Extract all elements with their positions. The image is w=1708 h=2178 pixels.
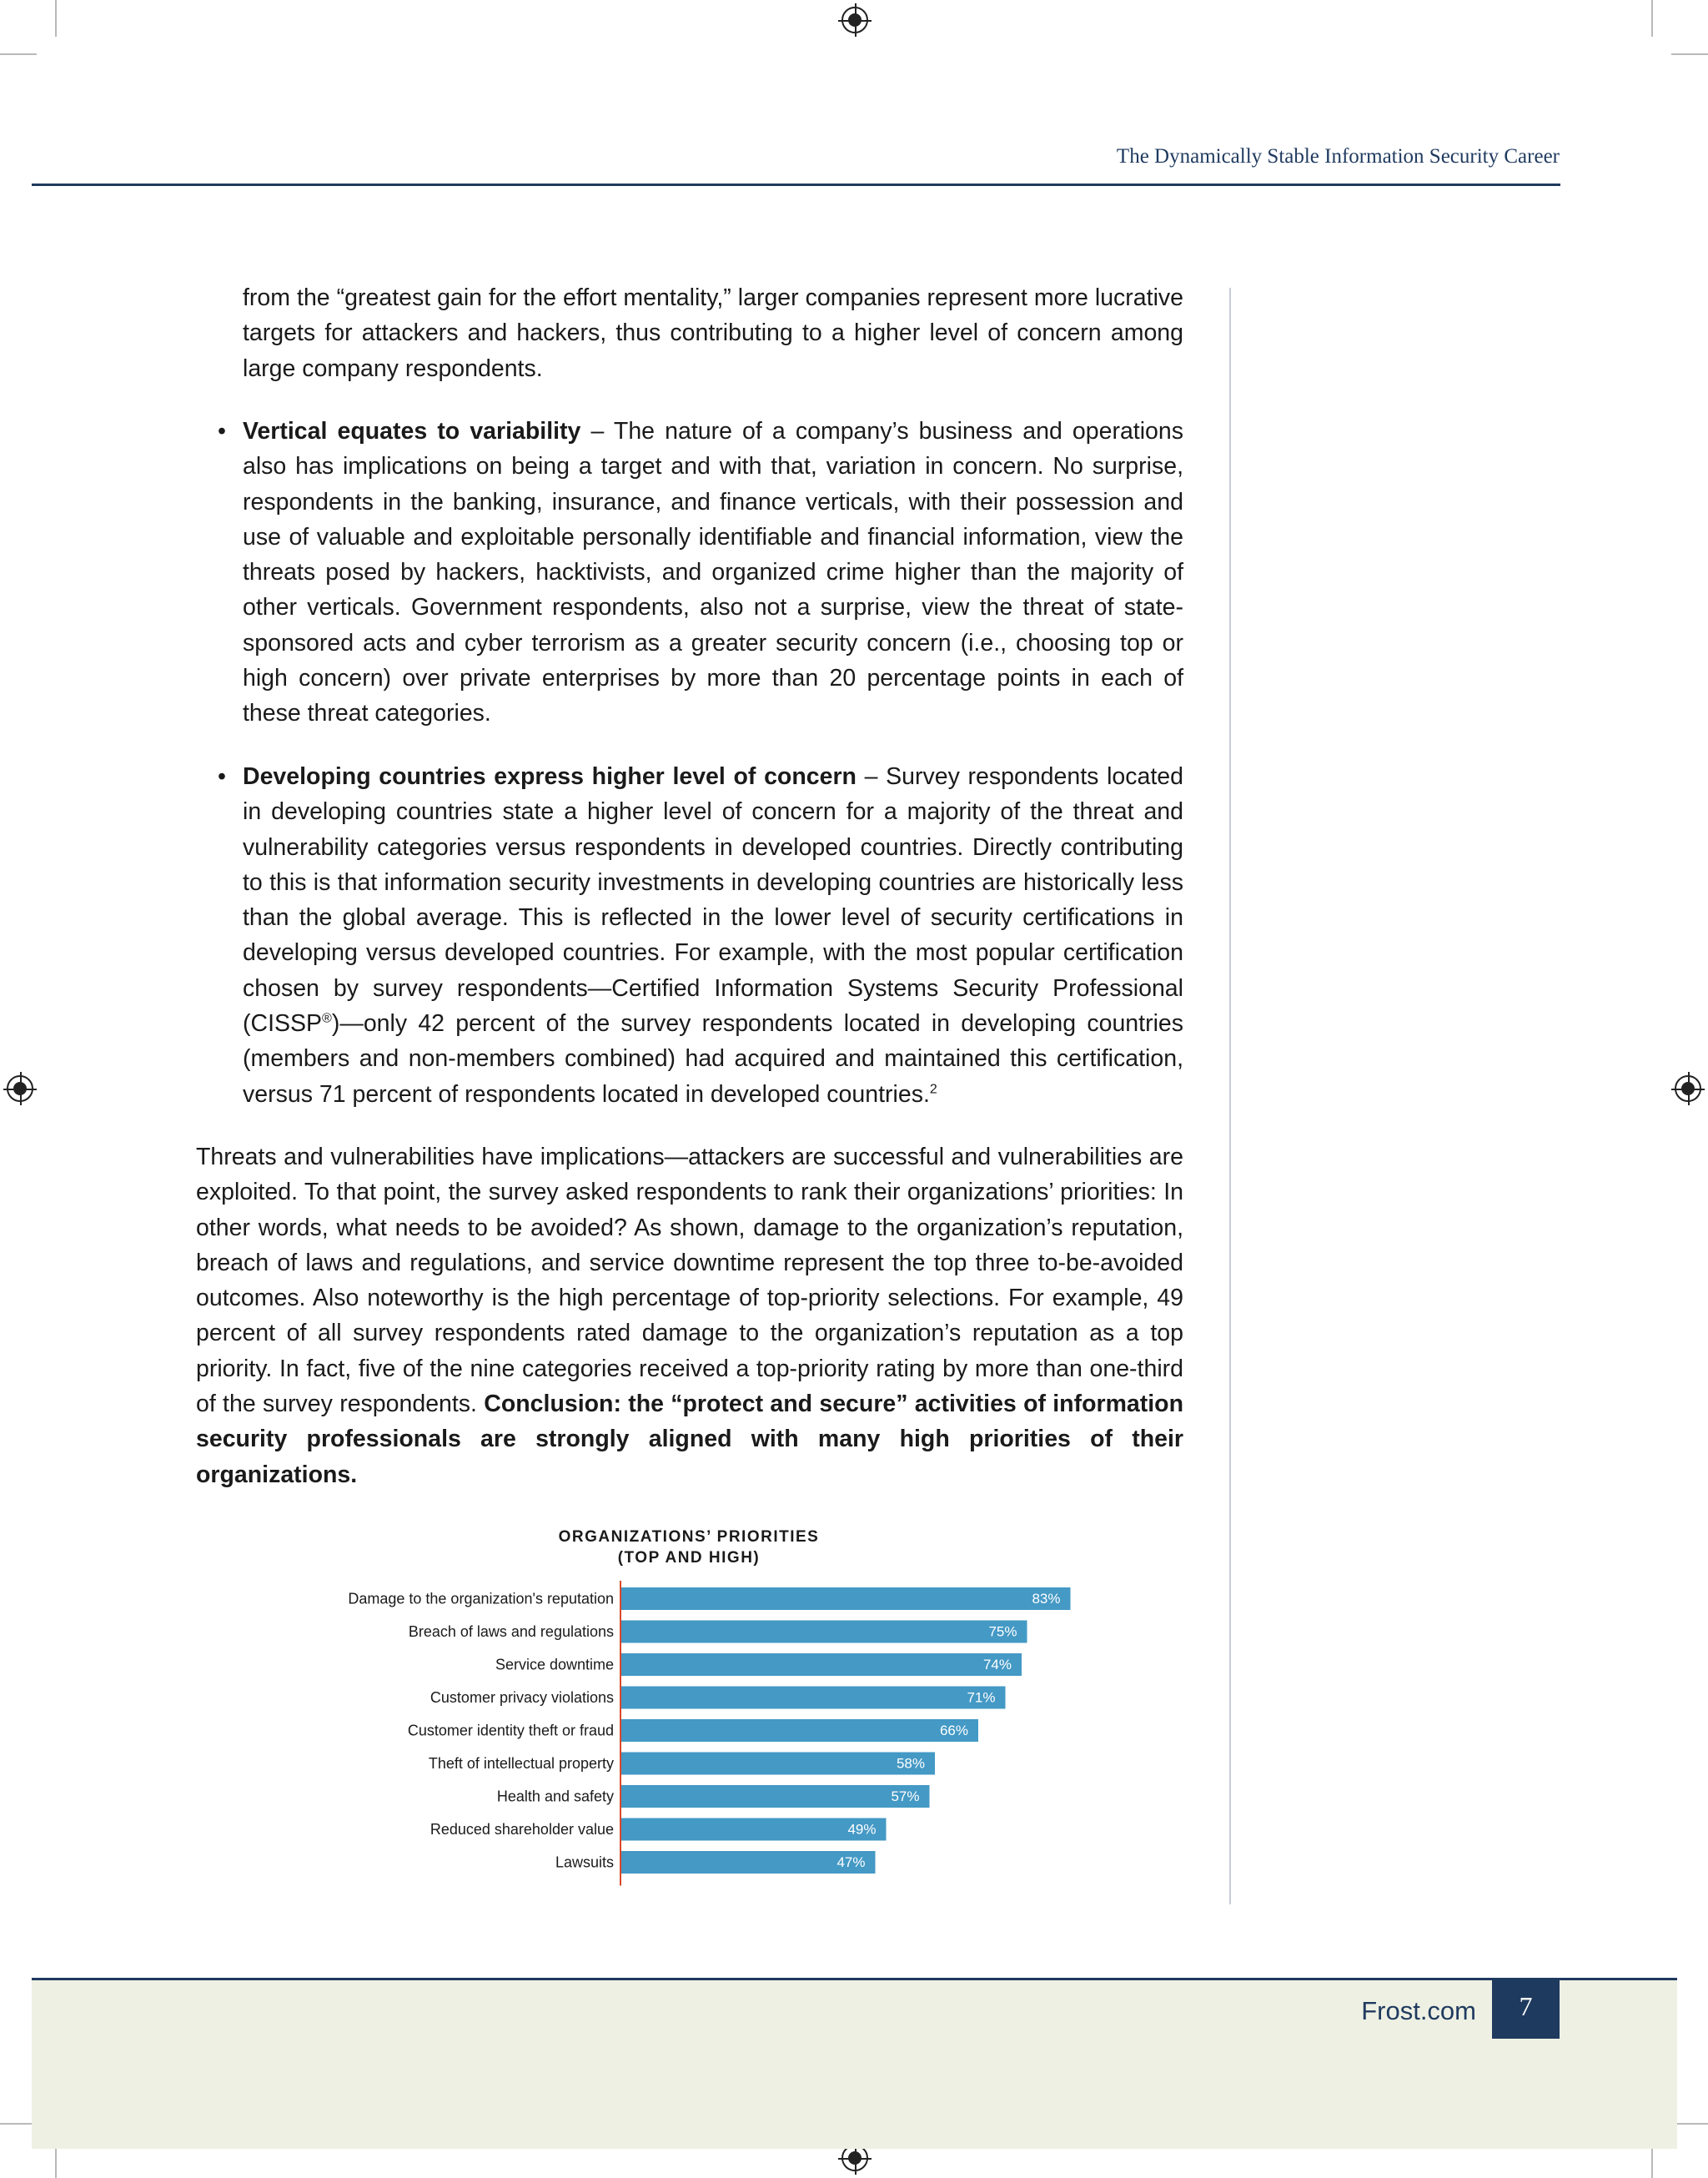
bar-value-label: 57%: [891, 1788, 920, 1804]
column-rule: [1229, 288, 1231, 1904]
bar-value-label: 75%: [988, 1623, 1017, 1640]
paragraph-intro: from the “greatest gain for the effort mentality,” larger companies represent more lucrative targets for attackers and hackers, thus contributing to a higher level of concern among large company respondents.: [243, 284, 1183, 382]
registration-mark-icon: [7, 1075, 33, 1102]
bar: [620, 1753, 935, 1775]
footer-site-link[interactable]: Frost.com: [1361, 1996, 1476, 2025]
chart-title: [500, 1527, 877, 1568]
running-title: The Dynamically Stable Information Security Career: [1116, 145, 1560, 168]
crop-mark: [1671, 53, 1708, 55]
registration-mark-icon: [1675, 1075, 1701, 1102]
category-label: Breach of laws and regulations: [408, 1623, 614, 1640]
category-label: Theft of intellectual property: [428, 1755, 614, 1772]
category-label: Service downtime: [495, 1656, 614, 1673]
bar-value-label: 58%: [896, 1755, 925, 1772]
paragraph-conclusion: Conclusion: the “protect and secure” activities of information security professionals are strongly aligned with many high priorities of their organizations.: [196, 1391, 1184, 1488]
category-label: Health and safety: [496, 1788, 614, 1805]
category-label: Lawsuits: [555, 1854, 614, 1871]
bar-value-label: 47%: [836, 1854, 866, 1870]
bullet-dot-icon: •: [218, 418, 226, 445]
category-label: Customer privacy violations: [430, 1689, 614, 1706]
bar-value-label: 49%: [847, 1821, 877, 1838]
crop-mark: [55, 0, 57, 37]
bar-value-label: 74%: [982, 1657, 1012, 1672]
bullet-lead: Vertical equates to variability: [243, 418, 581, 445]
footer-rule: [32, 1978, 1677, 1980]
category-label: Customer identity theft or fraud: [407, 1722, 614, 1739]
bullet-lead: Developing countries express higher level of concern: [243, 763, 857, 790]
bar: [620, 1785, 930, 1808]
crop-mark: [1651, 0, 1653, 37]
bullet-text: )—only 42 percent of the survey respondents located in developing countries (members and non-members combined) had acquired and maintained this certification, versus 71 percent of respondents located in developed countries.: [243, 1010, 1183, 1108]
paragraph-text: Threats and vulnerabilities have implications—attackers are successful and vulnerabilities are exploited. To that point, the survey asked respondents to rank their organizations’ priorities: In other words, what needs to be avoided? As shown, damage to the organization’s reputation, breach of laws and regulations, and service downtime represent the top three to-be-avoided outcomes. Also noteworthy is the high percentage of top-priority selections. For example, 49 percent of all survey respondents rated damage to the organization’s reputation as a top priority. In fact, five of the nine categories received a top-priority rating by more than one-third of the survey respondents.: [196, 1144, 1183, 1418]
bar: [620, 1687, 1006, 1709]
bar-value-label: 71%: [967, 1689, 996, 1706]
footnote-ref[interactable]: 2: [929, 1082, 937, 1097]
header-rule: [32, 184, 1560, 186]
crop-mark: [0, 53, 37, 55]
priorities-bar-chart: [300, 1581, 1134, 1889]
registration-mark-icon: [841, 7, 868, 33]
bar: [620, 1653, 1022, 1676]
category-label: Damage to the organization's reputation: [348, 1590, 614, 1607]
chart-title-line2: (TOP AND HIGH): [617, 1549, 761, 1567]
category-label: Reduced shareholder value: [430, 1821, 614, 1838]
registered-mark: ®: [322, 1011, 332, 1026]
bar: [620, 1621, 1027, 1643]
bullet-dot-icon: •: [218, 763, 226, 790]
bullet-vertical-variability: [218, 414, 1183, 732]
bullet-text: – The nature of a company’s business and operations also has implications on being a target and with that, variation in concern. No surprise, respondents in the banking, insurance, and finance verticals, with their possession and use of valuable and exploitable personally identifiable and financial information, view the threats posed by hackers, hacktivists, and organized crime higher than the majority of other verticals. Government respondents, also not a surprise, view the threat of state-sponsored acts and cyber terrorism as a greater security concern (i.e., choosing top or high concern) over private enterprises by more than 20 percentage points in each of these threat categories.: [243, 418, 1183, 727]
page-number: 7: [1492, 1980, 1560, 2039]
bar-value-label: 83%: [1032, 1591, 1061, 1607]
bullet-text: – Survey respondents located in developing countries state a higher level of concern for a majority of the threat and vulnerability categories versus respondents in developed countries. Directly contributing to this is that information security investments in developing countries are historically less than the global average. This is reflected in the lower level of security certifications in developing versus developed countries. For example, with the most popular certification chosen by survey respondents—Certified Information Systems Security Professional (CISSP: [243, 763, 1183, 1038]
bar-value-label: 66%: [939, 1723, 968, 1738]
chart-title-line1: ORGANIZATIONS’ PRIORITIES: [558, 1528, 820, 1546]
bar: [620, 1719, 978, 1742]
bullet-developing-countries: [218, 759, 1183, 1112]
paragraph-priorities: [196, 1139, 1183, 1492]
bar: [620, 1587, 1071, 1610]
bar: [620, 1818, 887, 1841]
